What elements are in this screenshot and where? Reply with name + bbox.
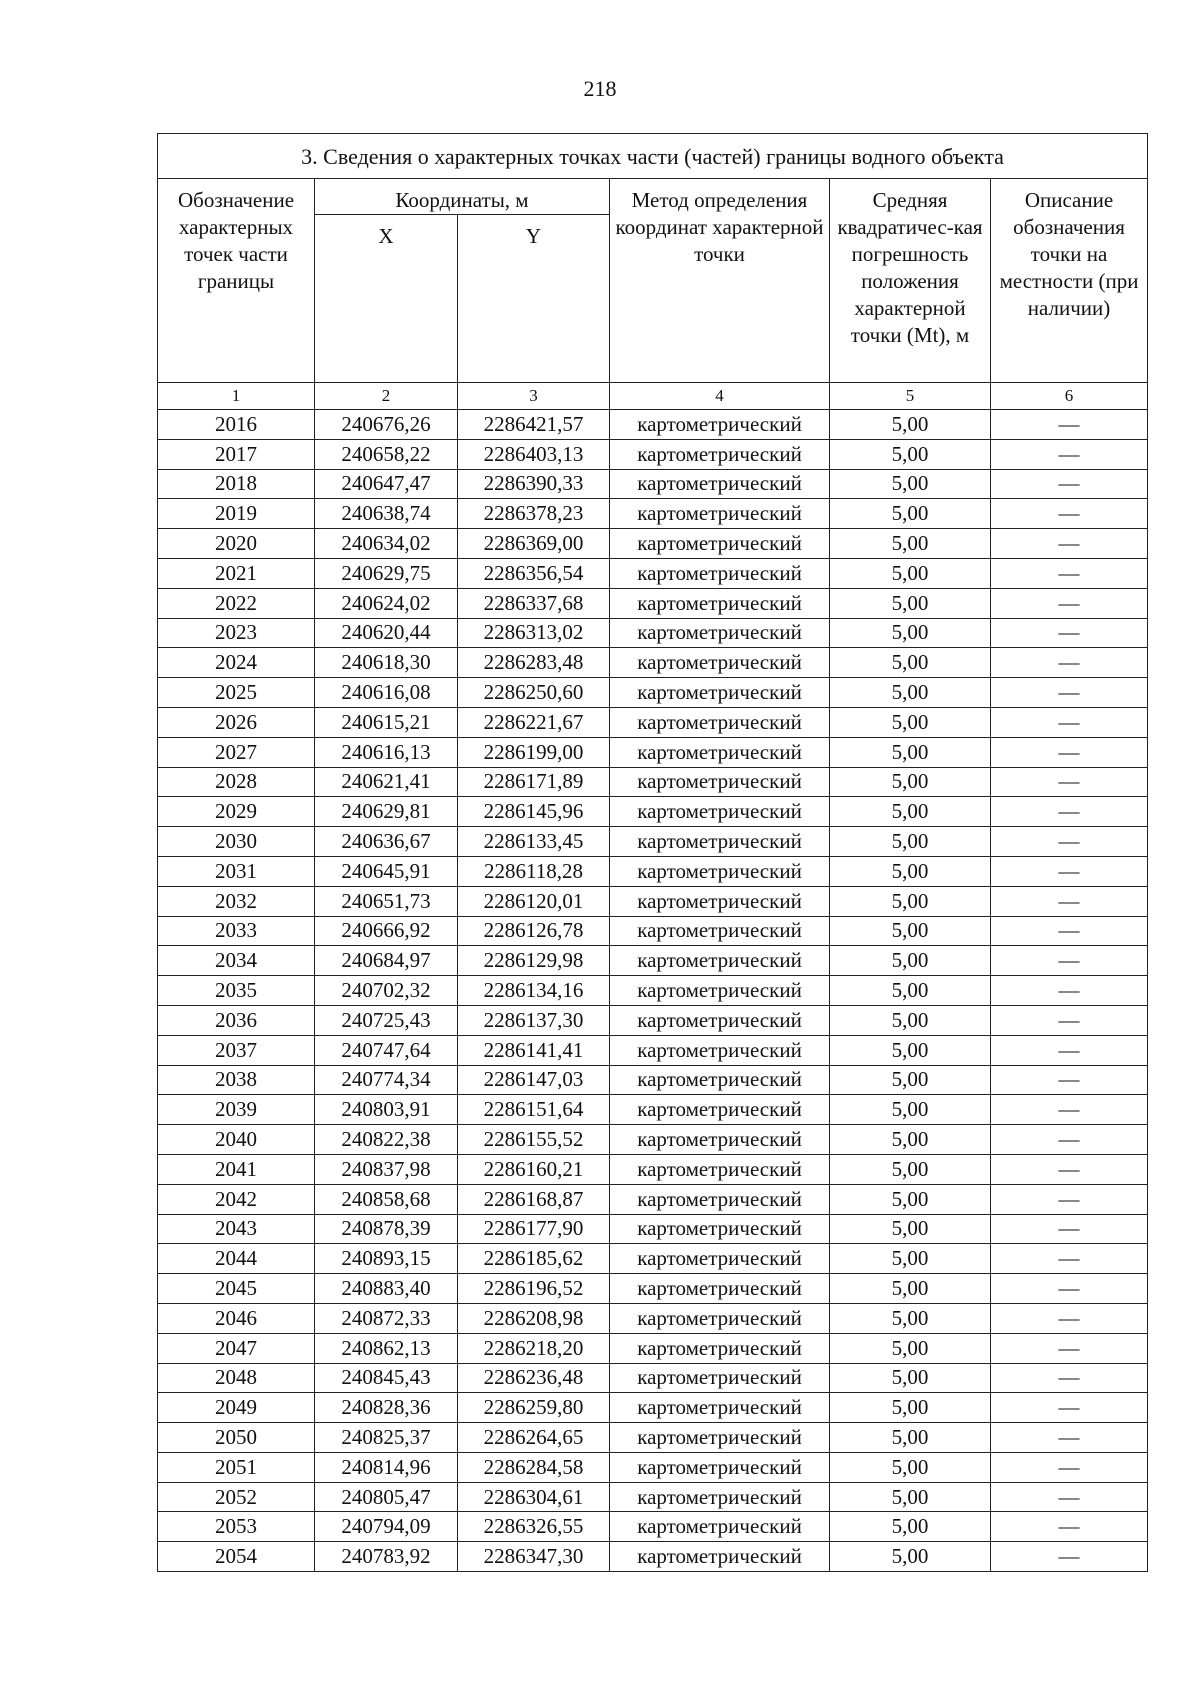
method-cell: картометрический	[610, 1512, 830, 1542]
method-cell: картометрический	[610, 1095, 830, 1125]
y-coordinate-cell: 2286236,48	[458, 1363, 610, 1393]
method-cell: картометрический	[610, 588, 830, 618]
table-row	[158, 856, 1148, 886]
description-cell: —	[991, 707, 1148, 737]
y-coordinate-cell: 2286129,98	[458, 946, 610, 976]
description-cell: —	[991, 976, 1148, 1006]
method-cell: картометрический	[610, 1542, 830, 1572]
x-coordinate-cell: 240636,67	[315, 827, 458, 857]
description-cell: —	[991, 797, 1148, 827]
error-cell: 5,00	[830, 648, 991, 678]
point-id-cell: 2039	[158, 1095, 315, 1125]
table-row	[158, 886, 1148, 916]
table-row	[158, 1184, 1148, 1214]
x-coordinate-cell: 240616,08	[315, 678, 458, 708]
description-cell: —	[991, 1005, 1148, 1035]
method-cell: картометрический	[610, 618, 830, 648]
error-cell: 5,00	[830, 1065, 991, 1095]
point-id-cell: 2025	[158, 678, 315, 708]
error-cell: 5,00	[830, 529, 991, 559]
description-cell: —	[991, 499, 1148, 529]
error-cell: 5,00	[830, 678, 991, 708]
y-coordinate-cell: 2286151,64	[458, 1095, 610, 1125]
table-row	[158, 1274, 1148, 1304]
point-id-cell: 2019	[158, 499, 315, 529]
method-cell: картометрический	[610, 678, 830, 708]
method-cell: картометрический	[610, 1035, 830, 1065]
y-coordinate-cell: 2286126,78	[458, 916, 610, 946]
x-coordinate-cell: 240624,02	[315, 588, 458, 618]
y-coordinate-cell: 2286304,61	[458, 1482, 610, 1512]
point-id-cell: 2022	[158, 588, 315, 618]
error-cell: 5,00	[830, 439, 991, 469]
method-cell: картометрический	[610, 827, 830, 857]
characteristic-points-table	[157, 133, 1148, 1572]
table-row	[158, 767, 1148, 797]
column-number: 1	[158, 383, 315, 410]
y-coordinate-cell: 2286177,90	[458, 1214, 610, 1244]
method-cell: картометрический	[610, 1244, 830, 1274]
table-row	[158, 1005, 1148, 1035]
point-id-cell: 2017	[158, 439, 315, 469]
table-row	[158, 678, 1148, 708]
y-coordinate-cell: 2286208,98	[458, 1303, 610, 1333]
error-cell: 5,00	[830, 1542, 991, 1572]
x-coordinate-cell: 240794,09	[315, 1512, 458, 1542]
table-row	[158, 827, 1148, 857]
x-coordinate-cell: 240629,81	[315, 797, 458, 827]
method-cell: картометрический	[610, 1125, 830, 1155]
error-cell: 5,00	[830, 1482, 991, 1512]
y-coordinate-cell: 2286313,02	[458, 618, 610, 648]
header-error: Средняя квадратичес-кая погрешность положения характерной точки (Mt), м	[830, 179, 991, 383]
error-cell: 5,00	[830, 1512, 991, 1542]
description-cell: —	[991, 1542, 1148, 1572]
x-coordinate-cell: 240774,34	[315, 1065, 458, 1095]
error-cell: 5,00	[830, 1393, 991, 1423]
x-coordinate-cell: 240783,92	[315, 1542, 458, 1572]
table-row	[158, 707, 1148, 737]
point-id-cell: 2031	[158, 856, 315, 886]
method-cell: картометрический	[610, 1423, 830, 1453]
y-coordinate-cell: 2286218,20	[458, 1333, 610, 1363]
method-cell: картометрический	[610, 1214, 830, 1244]
x-coordinate-cell: 240616,13	[315, 737, 458, 767]
error-cell: 5,00	[830, 499, 991, 529]
column-number-row	[158, 383, 1148, 410]
table-row	[158, 1035, 1148, 1065]
x-coordinate-cell: 240858,68	[315, 1184, 458, 1214]
y-coordinate-cell: 2286137,30	[458, 1005, 610, 1035]
x-coordinate-cell: 240666,92	[315, 916, 458, 946]
x-coordinate-cell: 240621,41	[315, 767, 458, 797]
method-cell: картометрический	[610, 1274, 830, 1304]
description-cell: —	[991, 1482, 1148, 1512]
table-row	[158, 916, 1148, 946]
description-cell: —	[991, 1393, 1148, 1423]
x-coordinate-cell: 240618,30	[315, 648, 458, 678]
method-cell: картометрический	[610, 946, 830, 976]
y-coordinate-cell: 2286390,33	[458, 469, 610, 499]
column-number: 2	[315, 383, 458, 410]
x-coordinate-cell: 240634,02	[315, 529, 458, 559]
x-coordinate-cell: 240725,43	[315, 1005, 458, 1035]
method-cell: картометрический	[610, 499, 830, 529]
x-coordinate-cell: 240645,91	[315, 856, 458, 886]
point-id-cell: 2032	[158, 886, 315, 916]
x-coordinate-cell: 240702,32	[315, 976, 458, 1006]
description-cell: —	[991, 1214, 1148, 1244]
description-cell: —	[991, 916, 1148, 946]
table-row	[158, 1065, 1148, 1095]
y-coordinate-cell: 2286347,30	[458, 1542, 610, 1572]
method-cell: картометрический	[610, 1452, 830, 1482]
point-id-cell: 2040	[158, 1125, 315, 1155]
point-id-cell: 2030	[158, 827, 315, 857]
method-cell: картометрический	[610, 558, 830, 588]
y-coordinate-cell: 2286118,28	[458, 856, 610, 886]
description-cell: —	[991, 737, 1148, 767]
error-cell: 5,00	[830, 856, 991, 886]
table-row	[158, 1452, 1148, 1482]
point-id-cell: 2046	[158, 1303, 315, 1333]
x-coordinate-cell: 240747,64	[315, 1035, 458, 1065]
point-id-cell: 2049	[158, 1393, 315, 1423]
description-cell: —	[991, 1035, 1148, 1065]
table-row	[158, 1333, 1148, 1363]
x-coordinate-cell: 240647,47	[315, 469, 458, 499]
error-cell: 5,00	[830, 1214, 991, 1244]
y-coordinate-cell: 2286221,67	[458, 707, 610, 737]
table-row	[158, 1244, 1148, 1274]
error-cell: 5,00	[830, 707, 991, 737]
error-cell: 5,00	[830, 946, 991, 976]
description-cell: —	[991, 1452, 1148, 1482]
error-cell: 5,00	[830, 1363, 991, 1393]
x-coordinate-cell: 240638,74	[315, 499, 458, 529]
error-cell: 5,00	[830, 469, 991, 499]
column-number: 6	[991, 383, 1148, 410]
description-cell: —	[991, 1303, 1148, 1333]
y-coordinate-cell: 2286185,62	[458, 1244, 610, 1274]
method-cell: картометрический	[610, 916, 830, 946]
error-cell: 5,00	[830, 1274, 991, 1304]
error-cell: 5,00	[830, 1154, 991, 1184]
point-id-cell: 2048	[158, 1363, 315, 1393]
description-cell: —	[991, 529, 1148, 559]
description-cell: —	[991, 1512, 1148, 1542]
point-id-cell: 2050	[158, 1423, 315, 1453]
point-id-cell: 2034	[158, 946, 315, 976]
error-cell: 5,00	[830, 797, 991, 827]
y-coordinate-cell: 2286356,54	[458, 558, 610, 588]
description-cell: —	[991, 648, 1148, 678]
point-id-cell: 2016	[158, 410, 315, 440]
y-coordinate-cell: 2286421,57	[458, 410, 610, 440]
y-coordinate-cell: 2286250,60	[458, 678, 610, 708]
error-cell: 5,00	[830, 1333, 991, 1363]
x-coordinate-cell: 240872,33	[315, 1303, 458, 1333]
description-cell: —	[991, 558, 1148, 588]
description-cell: —	[991, 1423, 1148, 1453]
column-number: 4	[610, 383, 830, 410]
x-coordinate-cell: 240803,91	[315, 1095, 458, 1125]
error-cell: 5,00	[830, 1303, 991, 1333]
y-coordinate-cell: 2286264,65	[458, 1423, 610, 1453]
description-cell: —	[991, 827, 1148, 857]
x-coordinate-cell: 240883,40	[315, 1274, 458, 1304]
description-cell: —	[991, 618, 1148, 648]
y-coordinate-cell: 2286171,89	[458, 767, 610, 797]
x-coordinate-cell: 240862,13	[315, 1333, 458, 1363]
table-row	[158, 618, 1148, 648]
point-id-cell: 2044	[158, 1244, 315, 1274]
error-cell: 5,00	[830, 767, 991, 797]
description-cell: —	[991, 1125, 1148, 1155]
x-coordinate-cell: 240620,44	[315, 618, 458, 648]
method-cell: картометрический	[610, 410, 830, 440]
error-cell: 5,00	[830, 1184, 991, 1214]
table-row	[158, 529, 1148, 559]
method-cell: картометрический	[610, 1005, 830, 1035]
point-id-cell: 2038	[158, 1065, 315, 1095]
x-coordinate-cell: 240893,15	[315, 1244, 458, 1274]
page-number: 218	[583, 76, 617, 101]
method-cell: картометрический	[610, 1333, 830, 1363]
y-coordinate-cell: 2286141,41	[458, 1035, 610, 1065]
table-row	[158, 1154, 1148, 1184]
y-coordinate-cell: 2286403,13	[458, 439, 610, 469]
y-coordinate-cell: 2286199,00	[458, 737, 610, 767]
table-row	[158, 797, 1148, 827]
method-cell: картометрический	[610, 1303, 830, 1333]
y-coordinate-cell: 2286337,68	[458, 588, 610, 618]
table-row	[158, 1482, 1148, 1512]
table-row	[158, 1542, 1148, 1572]
table-row	[158, 558, 1148, 588]
description-cell: —	[991, 1333, 1148, 1363]
table-row	[158, 1214, 1148, 1244]
description-cell: —	[991, 1065, 1148, 1095]
y-coordinate-cell: 2286284,58	[458, 1452, 610, 1482]
description-cell: —	[991, 767, 1148, 797]
point-id-cell: 2026	[158, 707, 315, 737]
error-cell: 5,00	[830, 588, 991, 618]
description-cell: —	[991, 588, 1148, 618]
table-row	[158, 410, 1148, 440]
error-cell: 5,00	[830, 1005, 991, 1035]
point-id-cell: 2028	[158, 767, 315, 797]
x-coordinate-cell: 240805,47	[315, 1482, 458, 1512]
table-row	[158, 737, 1148, 767]
description-cell: —	[991, 886, 1148, 916]
table-row	[158, 1423, 1148, 1453]
point-id-cell: 2029	[158, 797, 315, 827]
x-coordinate-cell: 240878,39	[315, 1214, 458, 1244]
method-cell: картометрический	[610, 737, 830, 767]
y-coordinate-cell: 2286147,03	[458, 1065, 610, 1095]
point-id-cell: 2047	[158, 1333, 315, 1363]
method-cell: картометрический	[610, 767, 830, 797]
table-row	[158, 469, 1148, 499]
x-coordinate-cell: 240828,36	[315, 1393, 458, 1423]
point-id-cell: 2018	[158, 469, 315, 499]
y-coordinate-cell: 2286134,16	[458, 976, 610, 1006]
point-id-cell: 2054	[158, 1542, 315, 1572]
table-row	[158, 1095, 1148, 1125]
y-coordinate-cell: 2286160,21	[458, 1154, 610, 1184]
y-coordinate-cell: 2286369,00	[458, 529, 610, 559]
description-cell: —	[991, 1154, 1148, 1184]
table-row	[158, 976, 1148, 1006]
x-coordinate-cell: 240651,73	[315, 886, 458, 916]
method-cell: картометрический	[610, 1393, 830, 1423]
point-id-cell: 2045	[158, 1274, 315, 1304]
x-coordinate-cell: 240684,97	[315, 946, 458, 976]
method-cell: картометрический	[610, 856, 830, 886]
table-row	[158, 1363, 1148, 1393]
header-y: Y	[458, 215, 610, 383]
y-coordinate-cell: 2286145,96	[458, 797, 610, 827]
point-id-cell: 2021	[158, 558, 315, 588]
error-cell: 5,00	[830, 737, 991, 767]
method-cell: картометрический	[610, 1154, 830, 1184]
point-id-cell: 2052	[158, 1482, 315, 1512]
description-cell: —	[991, 678, 1148, 708]
error-cell: 5,00	[830, 1452, 991, 1482]
point-id-cell: 2053	[158, 1512, 315, 1542]
description-cell: —	[991, 946, 1148, 976]
x-coordinate-cell: 240658,22	[315, 439, 458, 469]
x-coordinate-cell: 240825,37	[315, 1423, 458, 1453]
method-cell: картометрический	[610, 797, 830, 827]
table-row	[158, 439, 1148, 469]
x-coordinate-cell: 240676,26	[315, 410, 458, 440]
y-coordinate-cell: 2286133,45	[458, 827, 610, 857]
method-cell: картометрический	[610, 1184, 830, 1214]
description-cell: —	[991, 410, 1148, 440]
point-id-cell: 2027	[158, 737, 315, 767]
x-coordinate-cell: 240615,21	[315, 707, 458, 737]
point-id-cell: 2035	[158, 976, 315, 1006]
header-method: Метод определения координат характерной точки	[610, 179, 830, 383]
point-id-cell: 2024	[158, 648, 315, 678]
method-cell: картометрический	[610, 439, 830, 469]
point-id-cell: 2041	[158, 1154, 315, 1184]
table-header	[158, 134, 1148, 410]
y-coordinate-cell: 2286259,80	[458, 1393, 610, 1423]
error-cell: 5,00	[830, 1423, 991, 1453]
table-row	[158, 1303, 1148, 1333]
table-row	[158, 1393, 1148, 1423]
table-row	[158, 946, 1148, 976]
description-cell: —	[991, 1274, 1148, 1304]
column-number: 5	[830, 383, 991, 410]
method-cell: картометрический	[610, 707, 830, 737]
description-cell: —	[991, 1244, 1148, 1274]
error-cell: 5,00	[830, 1095, 991, 1125]
error-cell: 5,00	[830, 976, 991, 1006]
method-cell: картометрический	[610, 1065, 830, 1095]
description-cell: —	[991, 469, 1148, 499]
x-coordinate-cell: 240814,96	[315, 1452, 458, 1482]
method-cell: картометрический	[610, 1363, 830, 1393]
error-cell: 5,00	[830, 916, 991, 946]
error-cell: 5,00	[830, 886, 991, 916]
description-cell: —	[991, 1184, 1148, 1214]
y-coordinate-cell: 2286196,52	[458, 1274, 610, 1304]
point-id-cell: 2023	[158, 618, 315, 648]
header-designation: Обозначение характерных точек части границы	[158, 179, 315, 383]
description-cell: —	[991, 439, 1148, 469]
header-x: X	[315, 215, 458, 383]
method-cell: картометрический	[610, 976, 830, 1006]
point-id-cell: 2033	[158, 916, 315, 946]
description-cell: —	[991, 856, 1148, 886]
method-cell: картометрический	[610, 1482, 830, 1512]
error-cell: 5,00	[830, 410, 991, 440]
y-coordinate-cell: 2286155,52	[458, 1125, 610, 1155]
column-number: 3	[458, 383, 610, 410]
method-cell: картометрический	[610, 886, 830, 916]
point-id-cell: 2043	[158, 1214, 315, 1244]
method-cell: картометрический	[610, 648, 830, 678]
error-cell: 5,00	[830, 618, 991, 648]
y-coordinate-cell: 2286378,23	[458, 499, 610, 529]
header-coordinates: Координаты, м	[315, 179, 610, 215]
error-cell: 5,00	[830, 1035, 991, 1065]
description-cell: —	[991, 1095, 1148, 1125]
table-row	[158, 648, 1148, 678]
y-coordinate-cell: 2286283,48	[458, 648, 610, 678]
y-coordinate-cell: 2286168,87	[458, 1184, 610, 1214]
table-row	[158, 499, 1148, 529]
method-cell: картометрический	[610, 469, 830, 499]
table-row	[158, 1125, 1148, 1155]
y-coordinate-cell: 2286326,55	[458, 1512, 610, 1542]
point-id-cell: 2036	[158, 1005, 315, 1035]
error-cell: 5,00	[830, 1244, 991, 1274]
x-coordinate-cell: 240837,98	[315, 1154, 458, 1184]
error-cell: 5,00	[830, 558, 991, 588]
point-id-cell: 2042	[158, 1184, 315, 1214]
header-description: Описание обозначения точки на местности (при наличии)	[991, 179, 1148, 383]
table-row	[158, 588, 1148, 618]
x-coordinate-cell: 240845,43	[315, 1363, 458, 1393]
table-row	[158, 1512, 1148, 1542]
point-id-cell: 2037	[158, 1035, 315, 1065]
x-coordinate-cell: 240822,38	[315, 1125, 458, 1155]
error-cell: 5,00	[830, 827, 991, 857]
point-id-cell: 2020	[158, 529, 315, 559]
method-cell: картометрический	[610, 529, 830, 559]
point-id-cell: 2051	[158, 1452, 315, 1482]
error-cell: 5,00	[830, 1125, 991, 1155]
y-coordinate-cell: 2286120,01	[458, 886, 610, 916]
description-cell: —	[991, 1363, 1148, 1393]
x-coordinate-cell: 240629,75	[315, 558, 458, 588]
table-body	[158, 410, 1148, 1572]
table-title: 3. Сведения о характерных точках части (частей) границы водного объекта	[158, 134, 1148, 179]
